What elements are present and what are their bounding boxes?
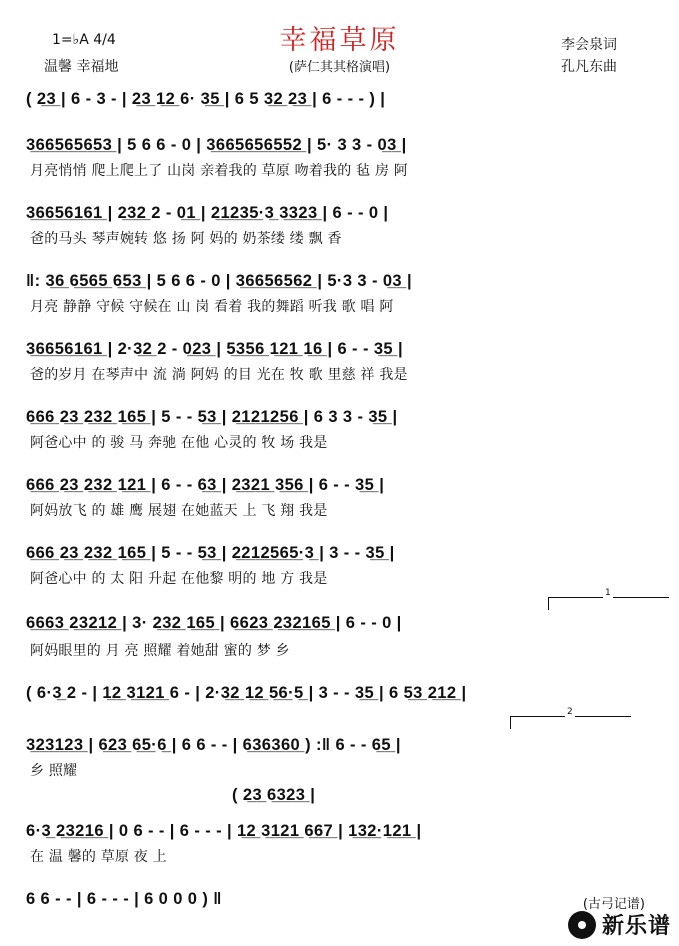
score-line-3-notes: 3̲6̲6̲5̲6̲1̲6̲1̲ | 2̲3̲2̲ 2 - 0̲1̲ | 2̲1̲2̲3̲5̲·3̲ 3̲3̲2̲3̲ | 6 - - 0 |	[26, 204, 389, 222]
score-line-6-notes: 6̲6̲6̲ 2̲3̲ 2̲3̲2̲ 1̲6̲5̲ | 5 - - 5̲3̲ | 2̲1̲2̲1̲2̲5̲6̲ | 6 3 3 - 3̲5̲ |	[26, 408, 398, 426]
score-line-7-notes: 6̲6̲6̲ 2̲3̲ 2̲3̲2̲ 1̲2̲1̲ | 6 - - 6̲3̲ | 2̲3̲2̲1̲ 3̲5̲6̲ | 6 - - 3̲5̲ |	[26, 476, 385, 494]
song-subtitle: (萨仁其其格演唱)	[288, 60, 391, 75]
volta-bracket-2: 2	[510, 716, 631, 729]
score-line-8-lyrics: 阿爸心中 的 太 阳 升起 在他黎 明的 地 方 我是	[30, 571, 328, 587]
score-line-11-notes: 3̲2̲3̲1̲2̲3̲ | 6̲2̲3̲ 6̲5̲·6̲ | 6 6 - - | 6̲3̲6̲3̲6̲0̲ ) :‖ 6 - - 6̲5̲ |	[26, 736, 401, 754]
song-title: 幸福草原	[279, 25, 400, 56]
score-line-6-lyrics: 阿爸心中 的 骏 马 奔驰 在他 心灵的 牧 场 我是	[30, 435, 328, 451]
score-line-12-notes: ( 2̲3̲ 6̲3̲2̲3̲ |	[232, 786, 316, 804]
score-line-5-notes: 3̲6̲6̲5̲6̲1̲6̲1̲ | 2·3̲2̲ 2 - 0̲2̲3̲ | 5̲3̲5̲6̲ 1̲2̲1̲ 1̲6̲ | 6 - - 3̲5̲ |	[26, 340, 403, 358]
score-line-4-notes: ‖: 3̲6̲ 6̲5̲6̲5̲ 6̲5̲3̲ | 5 6 6 - 0 | 3̲6̲6̲5̲6̲5̲6̲2̲ | 5·3 3 - 0̲3̲ |	[26, 272, 412, 290]
score-line-10-notes: ( 6·3̲ 2 - | 1̲2̲ 3̲1̲2̲1̲ 6 - | 2·3̲2̲ 1̲2̲ 5̲6̲·5̲ | 3 - - 3̲5̲ | 6 5̲3̲ 2̲1̲2̲ |	[26, 684, 467, 702]
score-line-11-lyrics: 乡 照耀	[30, 763, 78, 779]
score-line-7-lyrics: 阿妈放飞 的 雄 鹰 展翅 在她蓝天 上 飞 翔 我是	[30, 503, 328, 519]
composer-credit: 孔凡东曲	[561, 59, 617, 75]
score-line-13-lyrics: 在 温 馨的 草原 夜 上	[30, 849, 167, 865]
score-line-4-lyrics: 月亮 静静 守候 守候在 山 岗 看着 我的舞蹈 听我 歌 唱 阿	[30, 299, 394, 315]
transcriber-note: (古弓记谱)	[582, 897, 645, 912]
volta-bracket-1: 1	[548, 597, 669, 610]
score-line-9-notes: 6̲6̲6̲3̲ 2̲3̲2̲1̲2̲ | 3· 2̲3̲2̲ 1̲6̲5̲ | 6̲6̲2̲3̲ 2̲3̲2̲1̲6̲5̲ | 6 - - 0 |	[26, 614, 402, 632]
score-line-3-lyrics: 爸的马头 琴声婉转 悠 扬 阿 妈的 奶茶缕 缕 飘 香	[30, 231, 342, 247]
score-line-2-lyrics: 月亮悄悄 爬上爬上了 山岗 亲着我的 草原 吻着我的 毡 房 阿	[30, 163, 409, 179]
score-line-9-lyrics: 阿妈眼里的 月 亮 照耀 着她甜 蜜的 梦 乡	[30, 643, 290, 659]
brand-name: 新乐谱	[601, 914, 671, 939]
score-line-14-notes: 6 6 - - | 6 - - - | 6 0 0 0 ) ‖	[26, 890, 222, 908]
key-signature: 1=♭A 4/4	[52, 32, 116, 48]
tempo-mood: 温馨 幸福地	[44, 59, 119, 75]
score-line-1-notes: ( 2̲3̲ | 6 - 3 - | 2̲3̲ 1̲2̲ 6· 3̲5̲ | 6 5 3̲2̲ 2̲3̲ | 6 - - - ) |	[26, 90, 386, 108]
score-line-8-notes: 6̲6̲6̲ 2̲3̲ 2̲3̲2̲ 1̲6̲5̲ | 5 - - 5̲3̲ | 2̲2̲1̲2̲5̲6̲5̲·3̲ | 3 - - 3̲5̲ |	[26, 544, 395, 562]
score-line-13-notes: 6·3̲ 2̲3̲2̲1̲6̲ | 0 6 - - | 6 - - - | 1̲2̲ 3̲1̲2̲1̲ 6̲6̲7̲ | 1̲3̲2̲·1̲2̲1̲ |	[26, 822, 422, 840]
score-line-5-lyrics: 爸的岁月 在琴声中 流 淌 阿妈 的目 光在 牧 歌 里慈 祥 我是	[30, 367, 408, 383]
record-disc-icon	[568, 911, 596, 939]
score-line-2-notes: 3̲6̲6̲5̲6̲5̲6̲5̲3̲ | 5 6 6 - 0 | 3̲6̲6̲5̲6̲5̲6̲5̲5̲2̲ | 5· 3 3 - 0̲3̲ |	[26, 136, 407, 154]
lyricist-credit: 李会泉词	[561, 37, 617, 53]
brand-logo	[568, 909, 671, 940]
